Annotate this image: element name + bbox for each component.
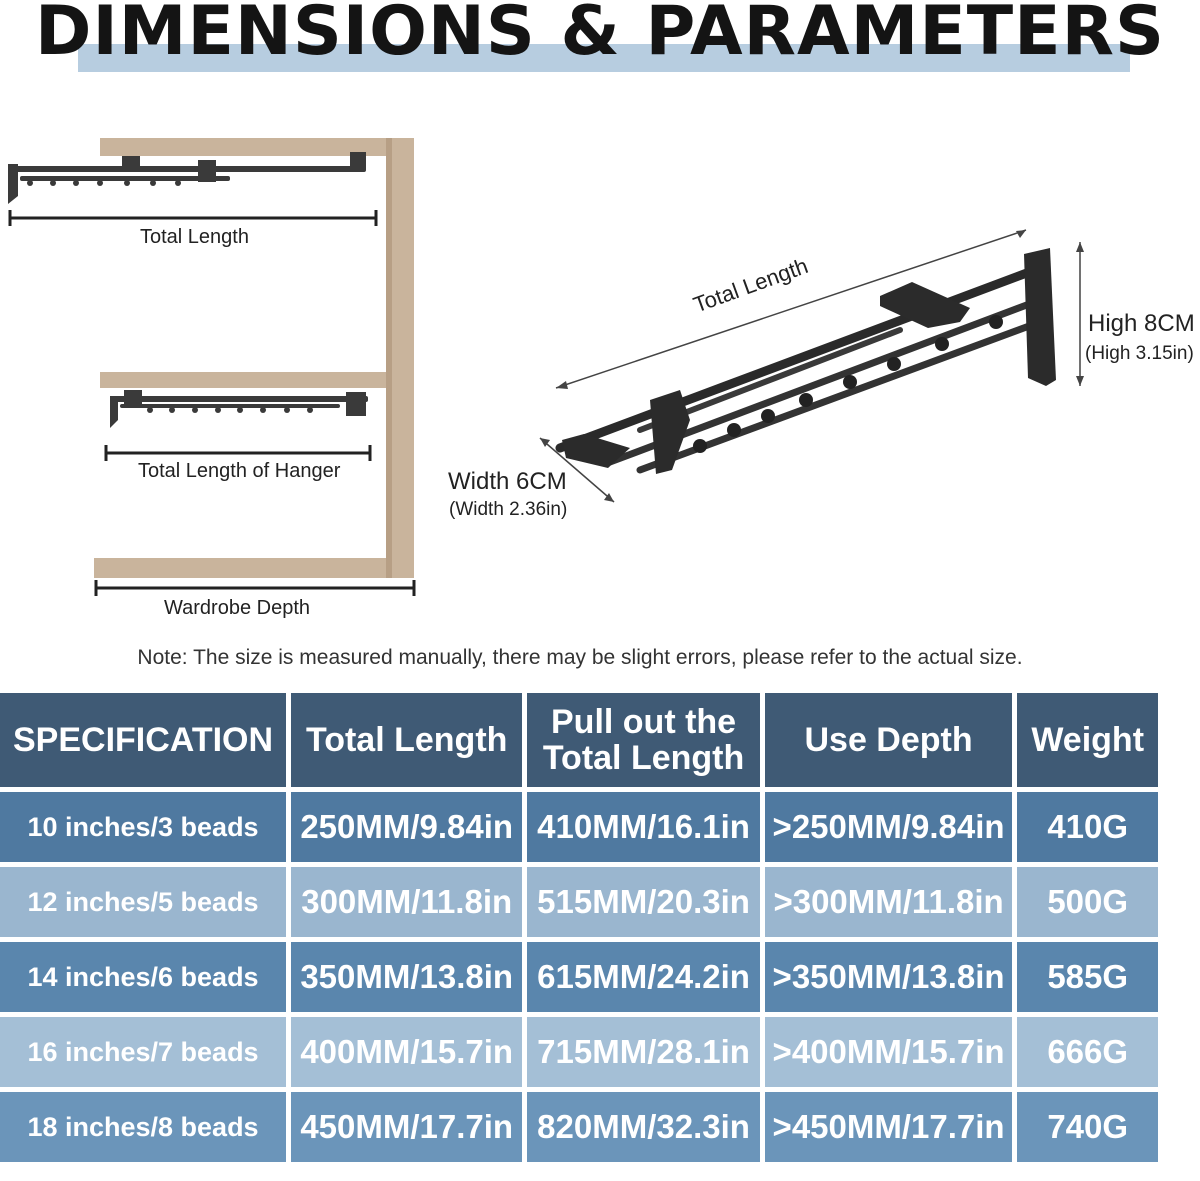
cell-weight: 740G <box>1017 1092 1158 1162</box>
cell-use-depth: >400MM/15.7in <box>765 1017 1013 1087</box>
cell-total-length: 250MM/9.84in <box>291 792 522 862</box>
cell-total-length: 300MM/11.8in <box>291 867 522 937</box>
cell-specification: 12 inches/5 beads <box>0 867 286 937</box>
table-row <box>0 1092 1158 1162</box>
table-row <box>0 867 1158 937</box>
label-width-in: (Width 2.36in) <box>449 499 568 520</box>
header-specification: SPECIFICATION <box>0 693 286 787</box>
label-total-length: Total Length <box>140 226 249 248</box>
table-row <box>0 1017 1158 1087</box>
cell-use-depth: >300MM/11.8in <box>765 867 1013 937</box>
measurement-note: Note: The size is measured manually, there may be slight errors, please refer to the actual size. <box>137 646 1023 669</box>
label-total-length-hanger: Total Length of Hanger <box>138 460 341 482</box>
label-width: Width 6CM <box>448 468 567 495</box>
header-use-depth: Use Depth <box>765 693 1013 787</box>
cell-specification: 16 inches/7 beads <box>0 1017 286 1087</box>
hanger-rail-retracted <box>110 390 368 428</box>
cell-pull-out-length: 715MM/28.1in <box>527 1017 759 1087</box>
cell-weight: 410G <box>1017 792 1158 862</box>
cell-total-length: 450MM/17.7in <box>291 1092 522 1162</box>
cell-pull-out-length: 820MM/32.3in <box>527 1092 759 1162</box>
cell-specification: 14 inches/6 beads <box>0 942 286 1012</box>
header-pull-out-length: Pull out the Total Length <box>527 693 759 787</box>
cell-weight: 666G <box>1017 1017 1158 1087</box>
cell-specification: 10 inches/3 beads <box>0 792 286 862</box>
spec-table <box>0 688 1163 1167</box>
cell-total-length: 350MM/13.8in <box>291 942 522 1012</box>
label-high-in: (High 3.15in) <box>1085 343 1194 364</box>
cell-weight: 585G <box>1017 942 1158 1012</box>
label-wardrobe-depth: Wardrobe Depth <box>164 597 310 619</box>
table-row <box>0 942 1158 1012</box>
cell-pull-out-length: 410MM/16.1in <box>527 792 759 862</box>
label-product-total-length: Total Length <box>690 253 812 318</box>
table-row <box>0 792 1158 862</box>
cell-weight: 500G <box>1017 867 1158 937</box>
page-title: DIMENSIONS & PARAMETERS <box>35 0 1165 71</box>
hanger-rail-extended <box>8 152 366 204</box>
cell-use-depth: >250MM/9.84in <box>765 792 1013 862</box>
cell-total-length: 400MM/15.7in <box>291 1017 522 1087</box>
cell-use-depth: >350MM/13.8in <box>765 942 1013 1012</box>
label-high: High 8CM <box>1088 310 1195 337</box>
cell-specification: 18 inches/8 beads <box>0 1092 286 1162</box>
cell-pull-out-length: 615MM/24.2in <box>527 942 759 1012</box>
wardrobe-frame <box>94 138 414 578</box>
cell-use-depth: >450MM/17.7in <box>765 1092 1013 1162</box>
spec-table-header <box>0 693 1158 787</box>
header-total-length: Total Length <box>291 693 522 787</box>
cell-pull-out-length: 515MM/20.3in <box>527 867 759 937</box>
header-weight: Weight <box>1017 693 1158 787</box>
